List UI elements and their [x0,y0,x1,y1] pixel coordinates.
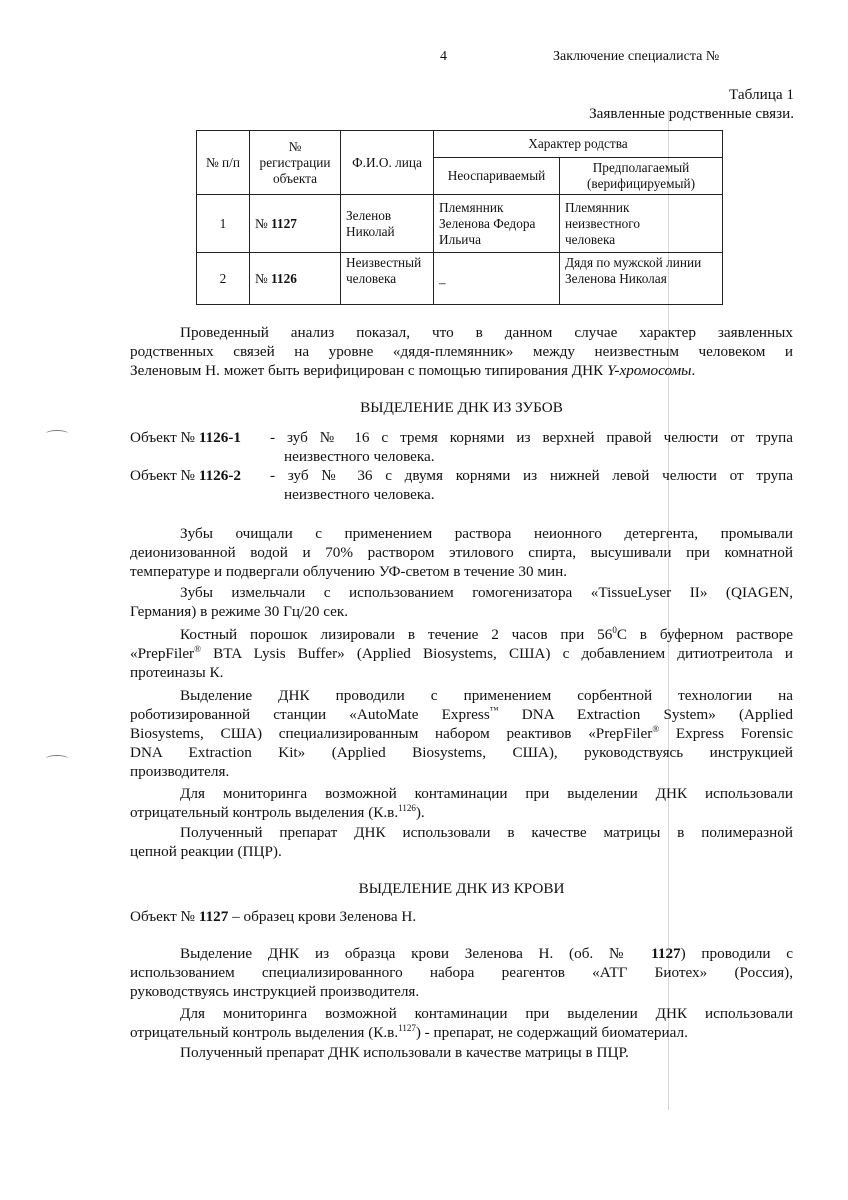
header-reg: № регистрации объекта [250,131,341,195]
matrix-paragraph-blood: Полученный препарат ДНК использовали в качестве матрицы в ПЦР. [180,1044,629,1061]
table-caption: Заявленные родственные связи. [589,105,794,122]
header-num: № п/п [197,131,250,195]
scan-edge-mark [46,430,68,437]
extraction-paragraph: Выделение ДНК проводили с применением сорбентной технологии на роботизированной станции «AutoMate Express™ DNA Extraction System» (Applied Biosystems, США) специализированным набором реактивов «PrepFiler® Express Forensic DNA Extraction Kit» (Applied Biosystems, США), руководствуясь инструкцией производителя. [130,687,794,780]
row-undisputed: Племянник Зеленова Федора Ильича [434,195,560,253]
scan-edge-mark [46,755,68,762]
relations-table [196,130,723,305]
page-number: 4 [440,49,447,64]
table-number: Таблица 1 [729,86,794,103]
control-paragraph-blood: Для мониторинга возможной контаминации при выделении ДНК использовали отрицательный контроль выделения (К.в.$^{1127}$) - препарат, не содержащий биоматериал. [130,1005,793,1041]
header-undisputed: Неоспариваемый [434,158,560,195]
analysis-paragraph: Проведенный анализ показал, что в данном случае характер заявленных родственных связей на уровне «дядя-племянник» между неизвестным человеком и Зеленовым Н. может быть верифицирован с помощью типирования ДНК Y-хромосомы. [130,324,793,379]
table-row [197,195,723,253]
row-name: Неизвестный человека [341,253,434,305]
object-item-blood: Объект № 1127 – образец крови Зеленова Н. [130,908,417,925]
section-title-teeth: ВЫДЕЛЕНИЕ ДНК ИЗ ЗУБОВ [360,399,563,416]
teeth-grinding-paragraph: Зубы измельчали с использованием гомогенизатора «TissueLyser II» (QIAGEN, Германия) в режиме 30 Гц/20 сек. [130,584,793,620]
row-assumed: Дядя по мужской линии Зеленова Николая [560,253,723,305]
row-name: Зеленов Николай [341,195,434,253]
lysis-paragraph: Костный порошок лизировали в течение 2 часов при $56^0С$ в буферном растворе «PrepFiler® BTA Lysis Buffer» (Applied Biosystems, США) с добавлением дитиотреитола и протеиназы К. [130,625,793,681]
object-item: Объект № 1126-1 - зуб № 16 с тремя корнями из верхней правой челюсти от трупа неизвестного человека. [130,429,793,465]
header-name: Ф.И.О. лица [341,131,434,195]
document-title: Заключение специалиста № [553,49,720,64]
header-kinship-group: Характер родства [434,131,723,158]
row-reg: № 1126 [250,253,341,305]
row-num: 2 [197,253,250,305]
table-row [197,253,723,305]
blood-extraction-paragraph: Выделение ДНК из образца крови Зеленова Н. (об. № 1127) проводили с использованием специализированного набора реагентов «АТГ Биотех» (Россия), руководствуясь инструкцией производителя. [130,945,793,1000]
teeth-cleaning-paragraph: Зубы очищали с применением раствора неионного детергента, промывали деионизованной водой и 70% раствором этилового спирта, высушивали при комнатной температуре и подвергали облучению УФ-светом в течение 30 мин. [130,525,793,580]
matrix-paragraph-teeth: Полученный препарат ДНК использовали в качестве матрицы в полимеразной цепной реакции (ПЦР). [130,824,793,860]
row-undisputed: – [434,253,560,305]
section-title-blood: ВЫДЕЛЕНИЕ ДНК ИЗ КРОВИ [358,880,565,897]
row-assumed: Племянник неизвестного человека [560,195,723,253]
control-paragraph-teeth: Для мониторинга возможной контаминации при выделении ДНК использовали отрицательный контроль выделения (К.в.$^{1126}$). [130,785,793,821]
row-num: 1 [197,195,250,253]
header-assumed: Предполагаемый (верифицируемый) [560,158,723,195]
table-header-row [197,131,723,158]
row-reg: № 1127 [250,195,341,253]
object-item: Объект № 1126-2 - зуб № 36 с двумя корнями из нижней левой челюсти от трупа неизвестного человека. [130,467,793,503]
